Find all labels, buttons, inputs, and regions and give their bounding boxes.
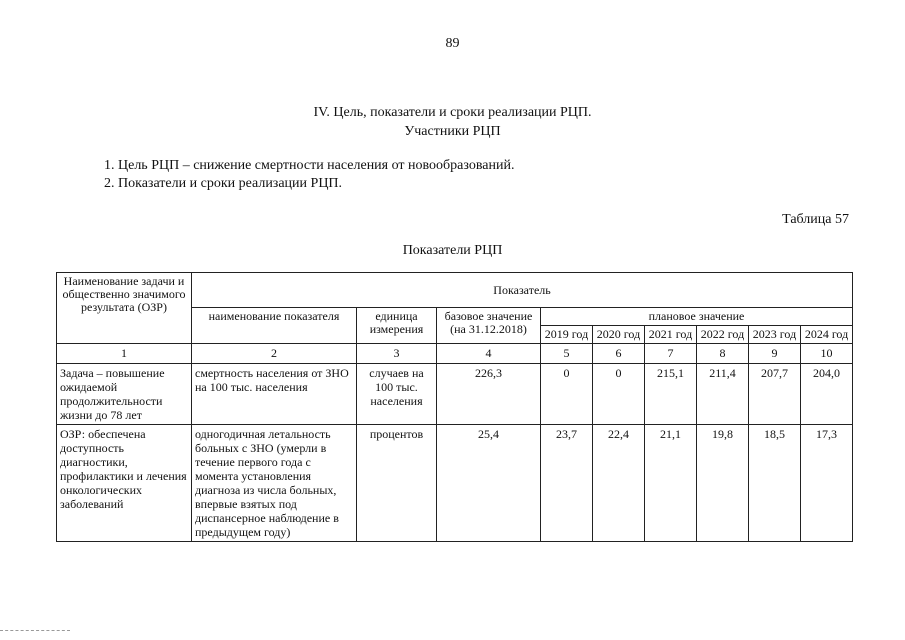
column-number: 9 [749, 344, 801, 364]
goal-item: 1. Цель РЦП – снижение смертности населения от новообразований. [104, 158, 515, 173]
section-title-line1: IV. Цель, показатели и сроки реализации РЦП. [313, 105, 592, 120]
header-task: Наименование задачи и общественно значимого результата (ОЗР) [57, 273, 192, 344]
planned-value-cell: 215,1 [645, 364, 697, 425]
column-number: 8 [697, 344, 749, 364]
header-planned: плановое значение [541, 308, 853, 326]
header-base: базовое значение (на 31.12.2018) [437, 308, 541, 344]
goal-list [104, 157, 514, 193]
page-edge-mark [0, 630, 70, 631]
column-number: 6 [593, 344, 645, 364]
column-number: 3 [357, 344, 437, 364]
indicator-cell: смертность населения от ЗНО на 100 тыс. населения [192, 364, 357, 425]
column-number-row [57, 344, 853, 364]
header-year: 2023 год [749, 326, 801, 344]
task-cell: ОЗР: обеспечена доступность диагностики, профилактики и лечения онкологических заболеваний [57, 425, 192, 542]
indicator-cell: одногодичная летальность больных с ЗНО (умерли в течение первого года с момента установления диагноза из числа больных, впервые взятых под диспансерное наблюдение в предыдущем году) [192, 425, 357, 542]
base-value-cell: 25,4 [437, 425, 541, 542]
page-number: 89 [445, 36, 460, 51]
column-number: 7 [645, 344, 697, 364]
planned-value-cell: 207,7 [749, 364, 801, 425]
column-number: 2 [192, 344, 357, 364]
column-number: 4 [437, 344, 541, 364]
indicators-table [56, 272, 853, 542]
table-title: Показатели РЦП [402, 243, 503, 258]
header-year: 2020 год [593, 326, 645, 344]
header-indicator-group: Показатель [192, 273, 853, 308]
table-label: Таблица 57 [782, 212, 849, 227]
planned-value-cell: 211,4 [697, 364, 749, 425]
table-row [57, 364, 853, 425]
planned-value-cell: 21,1 [645, 425, 697, 542]
header-unit: единица измерения [357, 308, 437, 344]
header-year: 2021 год [645, 326, 697, 344]
header-indicator-name: наименование показателя [192, 308, 357, 344]
planned-value-cell: 17,3 [801, 425, 853, 542]
header-year: 2019 год [541, 326, 593, 344]
unit-cell: процентов [357, 425, 437, 542]
unit-cell: случаев на 100 тыс. населения [357, 364, 437, 425]
header-year: 2022 год [697, 326, 749, 344]
goal-item: 2. Показатели и сроки реализации РЦП. [104, 176, 343, 191]
planned-value-cell: 19,8 [697, 425, 749, 542]
planned-value-cell: 0 [593, 364, 645, 425]
planned-value-cell: 18,5 [749, 425, 801, 542]
column-number: 10 [801, 344, 853, 364]
planned-value-cell: 22,4 [593, 425, 645, 542]
header-year: 2024 год [801, 326, 853, 344]
planned-value-cell: 0 [541, 364, 593, 425]
planned-value-cell: 204,0 [801, 364, 853, 425]
section-title [0, 103, 905, 141]
column-number: 5 [541, 344, 593, 364]
table-row [57, 425, 853, 542]
column-number: 1 [57, 344, 192, 364]
base-value-cell: 226,3 [437, 364, 541, 425]
section-title-line2: Участники РЦП [404, 124, 501, 139]
planned-value-cell: 23,7 [541, 425, 593, 542]
task-cell: Задача – повышение ожидаемой продолжительности жизни до 78 лет [57, 364, 192, 425]
